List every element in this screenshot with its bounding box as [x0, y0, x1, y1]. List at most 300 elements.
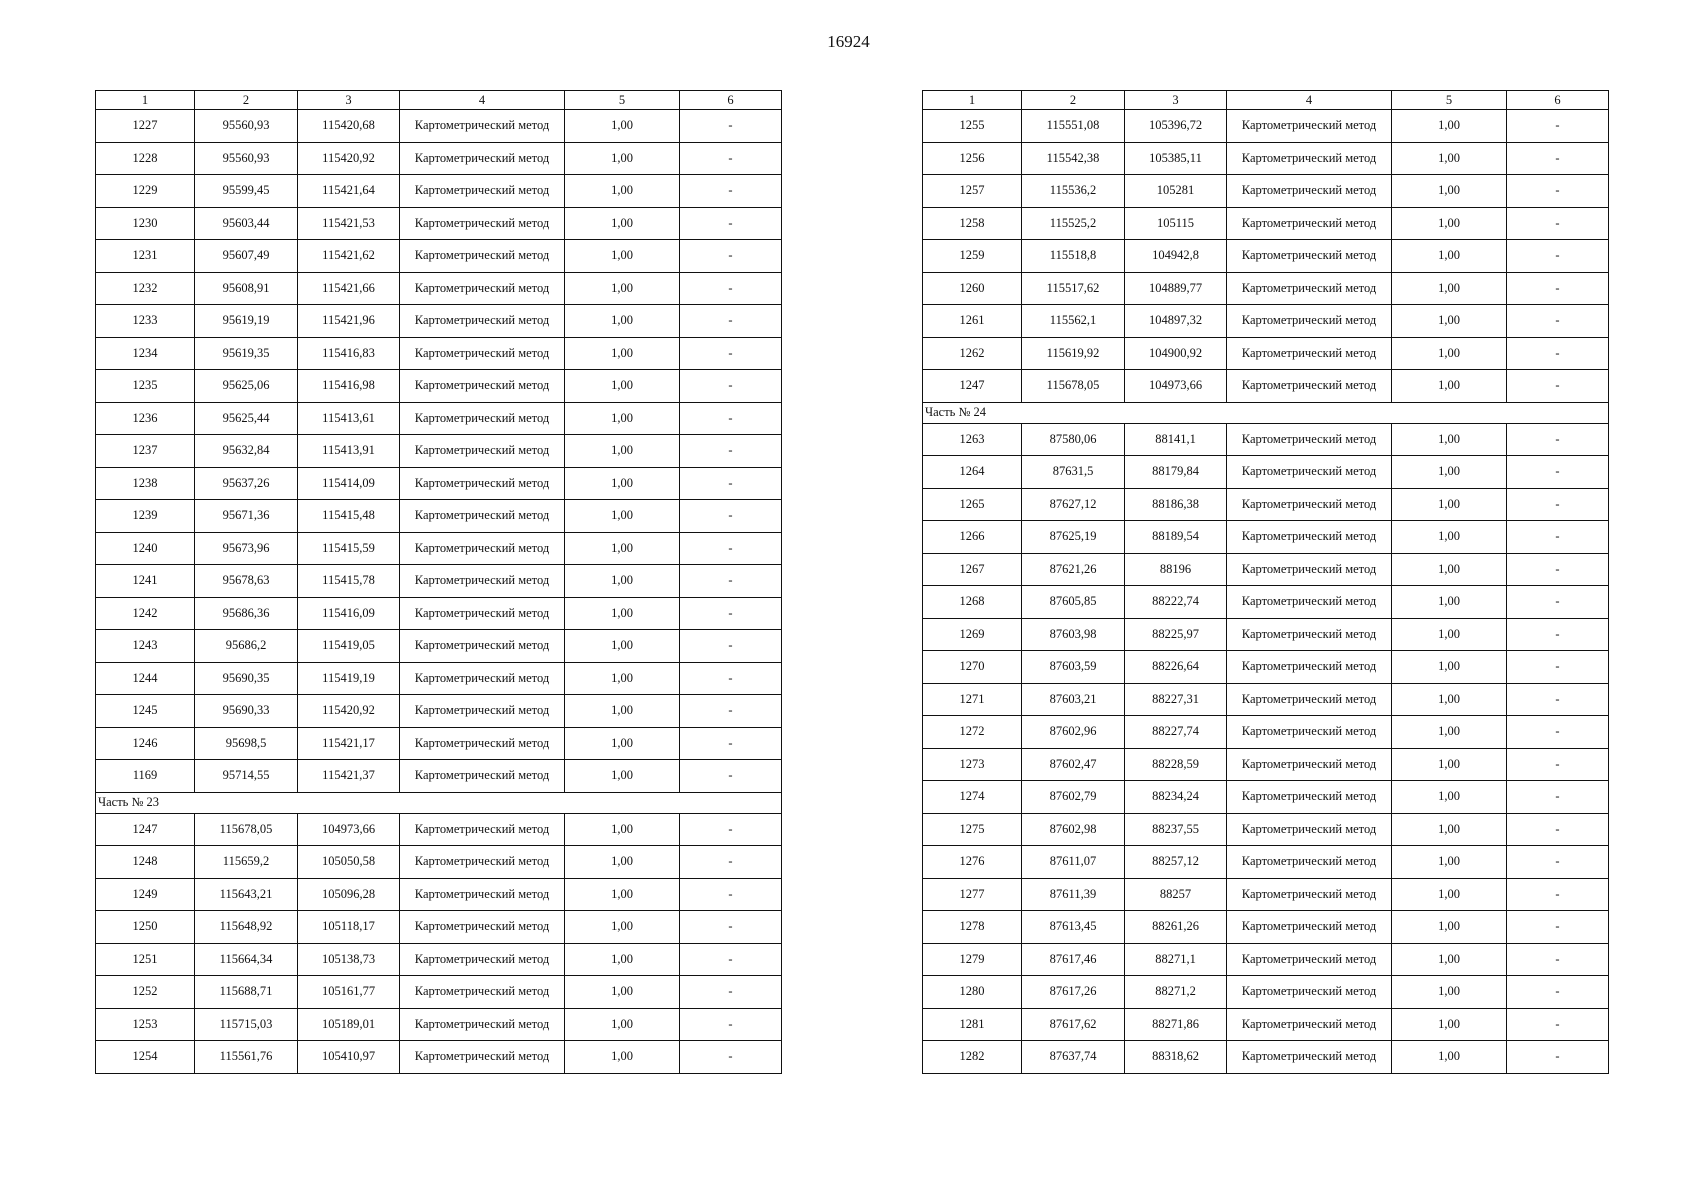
table-cell: -: [680, 727, 782, 760]
table-cell: 1249: [96, 878, 195, 911]
table-cell: Картометрический метод: [400, 272, 565, 305]
table-row: [96, 630, 782, 663]
table-cell: -: [1507, 337, 1609, 370]
table-row: [923, 911, 1609, 944]
table-cell: 1256: [923, 142, 1022, 175]
table-cell: 1,00: [565, 727, 680, 760]
table-cell: 1,00: [1392, 305, 1507, 338]
table-cell: Картометрический метод: [1227, 1041, 1392, 1074]
table-cell: 1,00: [565, 175, 680, 208]
table-row: [923, 110, 1609, 143]
table-cell: Картометрический метод: [1227, 553, 1392, 586]
table-cell: -: [680, 911, 782, 944]
table-row: [923, 651, 1609, 684]
table-cell: Картометрический метод: [1227, 781, 1392, 814]
table-cell: -: [680, 1041, 782, 1074]
table-cell: -: [680, 110, 782, 143]
table-cell: 1238: [96, 467, 195, 500]
table-cell: Картометрический метод: [400, 370, 565, 403]
table-cell: 1,00: [1392, 846, 1507, 879]
table-row: [96, 532, 782, 565]
table-row: [923, 423, 1609, 456]
table-cell: Картометрический метод: [1227, 337, 1392, 370]
table-cell: 95671,36: [195, 500, 298, 533]
table-cell: 88222,74: [1125, 586, 1227, 619]
table-cell: Картометрический метод: [1227, 943, 1392, 976]
table-cell: 95686,36: [195, 597, 298, 630]
table-cell: 95625,06: [195, 370, 298, 403]
table-cell: 1268: [923, 586, 1022, 619]
table-cell: 1277: [923, 878, 1022, 911]
table-cell: 1,00: [1392, 240, 1507, 273]
table-cell: 105161,77: [298, 976, 400, 1009]
table-cell: 1,00: [565, 532, 680, 565]
section-heading: Часть № 24: [923, 402, 1609, 423]
table-row: [96, 597, 782, 630]
table-cell: -: [680, 976, 782, 1009]
table-cell: 115562,1: [1022, 305, 1125, 338]
table-cell: -: [680, 337, 782, 370]
table-cell: Картометрический метод: [400, 240, 565, 273]
table-cell: 1235: [96, 370, 195, 403]
table-cell: 104900,92: [1125, 337, 1227, 370]
table-cell: 115416,83: [298, 337, 400, 370]
table-cell: -: [680, 500, 782, 533]
table-cell: 1,00: [565, 272, 680, 305]
table-cell: 1254: [96, 1041, 195, 1074]
table-cell: -: [680, 175, 782, 208]
table-cell: 1228: [96, 142, 195, 175]
table-cell: 1247: [923, 370, 1022, 403]
table-cell: -: [1507, 488, 1609, 521]
table-cell: Картометрический метод: [400, 943, 565, 976]
table-cell: 88271,86: [1125, 1008, 1227, 1041]
table-cell: 88179,84: [1125, 456, 1227, 489]
table-cell: Картометрический метод: [1227, 423, 1392, 456]
table-cell: 104942,8: [1125, 240, 1227, 273]
table-cell: 115421,17: [298, 727, 400, 760]
table-cell: 104973,66: [298, 813, 400, 846]
table-cell: 1270: [923, 651, 1022, 684]
table-cell: Картометрический метод: [1227, 683, 1392, 716]
table-row: [923, 142, 1609, 175]
table-cell: 1,00: [1392, 781, 1507, 814]
table-row: [923, 846, 1609, 879]
table-cell: Картометрический метод: [400, 630, 565, 663]
table-row: [96, 1008, 782, 1041]
coordinates-table-right: [922, 90, 1609, 1074]
table-cell: -: [1507, 846, 1609, 879]
table-cell: 87625,19: [1022, 521, 1125, 554]
table-cell: 1,00: [1392, 142, 1507, 175]
table-row: [96, 1041, 782, 1074]
table-cell: 1,00: [1392, 748, 1507, 781]
table-cell: 115413,91: [298, 435, 400, 468]
table-cell: 1,00: [1392, 618, 1507, 651]
table-cell: 1,00: [565, 305, 680, 338]
table-cell: 87603,98: [1022, 618, 1125, 651]
table-cell: 88225,97: [1125, 618, 1227, 651]
table-cell: Картометрический метод: [400, 695, 565, 728]
table-cell: 87580,06: [1022, 423, 1125, 456]
table-cell: 88257: [1125, 878, 1227, 911]
table-cell: -: [1507, 748, 1609, 781]
table-cell: 1227: [96, 110, 195, 143]
table-cell: 1,00: [565, 337, 680, 370]
table-cell: Картометрический метод: [1227, 175, 1392, 208]
table-cell: Картометрический метод: [1227, 878, 1392, 911]
table-cell: 115415,59: [298, 532, 400, 565]
table-cell: 115551,08: [1022, 110, 1125, 143]
table-cell: 88141,1: [1125, 423, 1227, 456]
table-row: [96, 272, 782, 305]
table-cell: -: [680, 272, 782, 305]
table-cell: Картометрический метод: [1227, 272, 1392, 305]
table-cell: 1,00: [1392, 370, 1507, 403]
table-cell: 1,00: [565, 943, 680, 976]
table-cell: 1244: [96, 662, 195, 695]
table-row: [96, 846, 782, 879]
table-cell: Картометрический метод: [1227, 976, 1392, 1009]
table-cell: 88318,62: [1125, 1041, 1227, 1074]
table-cell: 87602,47: [1022, 748, 1125, 781]
table-cell: 104889,77: [1125, 272, 1227, 305]
table-cell: 1248: [96, 846, 195, 879]
table-cell: -: [680, 662, 782, 695]
table-cell: 1257: [923, 175, 1022, 208]
table-cell: 1237: [96, 435, 195, 468]
column-header: 3: [298, 91, 400, 110]
table-cell: 115715,03: [195, 1008, 298, 1041]
table-cell: -: [1507, 110, 1609, 143]
table-cell: 1,00: [565, 1008, 680, 1041]
table-cell: 95714,55: [195, 760, 298, 793]
table-cell: 95637,26: [195, 467, 298, 500]
table-cell: 115420,68: [298, 110, 400, 143]
table-cell: 1,00: [565, 207, 680, 240]
table-cell: 1,00: [565, 878, 680, 911]
table-cell: 87603,21: [1022, 683, 1125, 716]
section-heading: Часть № 23: [96, 792, 782, 813]
table-cell: 1,00: [565, 630, 680, 663]
table-cell: 1,00: [1392, 521, 1507, 554]
table-cell: 87602,98: [1022, 813, 1125, 846]
table-cell: 1,00: [1392, 586, 1507, 619]
table-cell: 115421,96: [298, 305, 400, 338]
table-cell: 1282: [923, 1041, 1022, 1074]
table-row: [923, 813, 1609, 846]
table-cell: 1,00: [565, 1041, 680, 1074]
table-cell: Картометрический метод: [400, 878, 565, 911]
table-cell: Картометрический метод: [400, 911, 565, 944]
table-cell: 115419,05: [298, 630, 400, 663]
table-row: [923, 716, 1609, 749]
table-cell: Картометрический метод: [400, 1041, 565, 1074]
table-cell: 95560,93: [195, 142, 298, 175]
table-cell: 1229: [96, 175, 195, 208]
table-cell: Картометрический метод: [400, 305, 565, 338]
table-cell: Картометрический метод: [1227, 488, 1392, 521]
table-cell: 87602,96: [1022, 716, 1125, 749]
table-cell: 115536,2: [1022, 175, 1125, 208]
table-cell: 1231: [96, 240, 195, 273]
table-cell: 105115: [1125, 207, 1227, 240]
table-cell: 115419,19: [298, 662, 400, 695]
table-cell: Картометрический метод: [1227, 456, 1392, 489]
table-row: [96, 402, 782, 435]
table-cell: 1,00: [565, 402, 680, 435]
table-row: [923, 207, 1609, 240]
table-cell: Картометрический метод: [1227, 586, 1392, 619]
table-cell: 115561,76: [195, 1041, 298, 1074]
table-row: [96, 370, 782, 403]
table-cell: -: [1507, 142, 1609, 175]
table-cell: 1,00: [1392, 943, 1507, 976]
table-cell: 1233: [96, 305, 195, 338]
table-cell: Картометрический метод: [400, 565, 565, 598]
table-cell: -: [1507, 370, 1609, 403]
table-cell: -: [680, 532, 782, 565]
table-cell: 1,00: [1392, 1041, 1507, 1074]
table-cell: 115421,66: [298, 272, 400, 305]
table-cell: Картометрический метод: [1227, 911, 1392, 944]
table-cell: 104973,66: [1125, 370, 1227, 403]
table-cell: 1279: [923, 943, 1022, 976]
table-cell: 1,00: [565, 695, 680, 728]
table-cell: -: [1507, 586, 1609, 619]
column-header: 1: [923, 91, 1022, 110]
table-row: [96, 110, 782, 143]
table-cell: -: [1507, 521, 1609, 554]
table-cell: 1236: [96, 402, 195, 435]
table-cell: -: [680, 1008, 782, 1041]
table-cell: 87617,26: [1022, 976, 1125, 1009]
table-cell: Картометрический метод: [400, 402, 565, 435]
table-cell: -: [1507, 456, 1609, 489]
table-cell: 115415,78: [298, 565, 400, 598]
column-header: 1: [96, 91, 195, 110]
table-cell: Картометрический метод: [1227, 618, 1392, 651]
table-row: [96, 467, 782, 500]
table-cell: 1,00: [565, 240, 680, 273]
table-cell: 1,00: [1392, 456, 1507, 489]
table-cell: -: [1507, 781, 1609, 814]
table-cell: Картометрический метод: [1227, 207, 1392, 240]
table-cell: -: [680, 467, 782, 500]
table-cell: Картометрический метод: [1227, 846, 1392, 879]
table-row: [923, 586, 1609, 619]
table-row: [923, 370, 1609, 403]
table-cell: 115413,61: [298, 402, 400, 435]
table-cell: 115421,64: [298, 175, 400, 208]
table-cell: 115688,71: [195, 976, 298, 1009]
table-cell: Картометрический метод: [400, 1008, 565, 1041]
table-cell: 1,00: [565, 110, 680, 143]
table-row: [96, 565, 782, 598]
table-cell: 1281: [923, 1008, 1022, 1041]
table-row: [923, 618, 1609, 651]
table-cell: 115518,8: [1022, 240, 1125, 273]
table-cell: 1,00: [565, 500, 680, 533]
table-cell: 1264: [923, 456, 1022, 489]
table-cell: Картометрический метод: [1227, 1008, 1392, 1041]
table-cell: 1272: [923, 716, 1022, 749]
table-cell: 1,00: [1392, 683, 1507, 716]
table-cell: 1271: [923, 683, 1022, 716]
table-row: [96, 727, 782, 760]
table-cell: 1,00: [1392, 911, 1507, 944]
table-cell: 1274: [923, 781, 1022, 814]
table-cell: 95603,44: [195, 207, 298, 240]
table-cell: 87621,26: [1022, 553, 1125, 586]
table-row: [96, 878, 782, 911]
table-cell: 1263: [923, 423, 1022, 456]
column-header: 5: [1392, 91, 1507, 110]
table-cell: Картометрический метод: [1227, 240, 1392, 273]
table-cell: -: [680, 597, 782, 630]
table-cell: 1267: [923, 553, 1022, 586]
table-cell: Картометрический метод: [1227, 370, 1392, 403]
table-cell: 105189,01: [298, 1008, 400, 1041]
table-cell: 1,00: [1392, 651, 1507, 684]
table-cell: 1,00: [1392, 553, 1507, 586]
table-row: [923, 878, 1609, 911]
table-cell: -: [680, 878, 782, 911]
table-cell: 95690,33: [195, 695, 298, 728]
table-cell: 1,00: [1392, 423, 1507, 456]
table-cell: 1255: [923, 110, 1022, 143]
table-cell: 87617,62: [1022, 1008, 1125, 1041]
table-cell: -: [1507, 1008, 1609, 1041]
table-cell: 95619,19: [195, 305, 298, 338]
table-cell: 1258: [923, 207, 1022, 240]
table-cell: 1,00: [1392, 813, 1507, 846]
table-cell: 87627,12: [1022, 488, 1125, 521]
table-cell: 115421,37: [298, 760, 400, 793]
table-cell: 88186,38: [1125, 488, 1227, 521]
table-cell: Картометрический метод: [1227, 305, 1392, 338]
table-cell: 1250: [96, 911, 195, 944]
table-cell: -: [680, 240, 782, 273]
table-cell: Картометрический метод: [400, 813, 565, 846]
table-cell: 115659,2: [195, 846, 298, 879]
column-header: 6: [1507, 91, 1609, 110]
table-cell: 115420,92: [298, 142, 400, 175]
column-header: 5: [565, 91, 680, 110]
table-cell: 1243: [96, 630, 195, 663]
table-cell: 95625,44: [195, 402, 298, 435]
table-cell: Картометрический метод: [400, 142, 565, 175]
table-cell: -: [680, 402, 782, 435]
table-cell: 105050,58: [298, 846, 400, 879]
table-cell: -: [1507, 651, 1609, 684]
table-cell: 1273: [923, 748, 1022, 781]
table-cell: -: [680, 813, 782, 846]
table-cell: 95599,45: [195, 175, 298, 208]
table-cell: 1,00: [1392, 976, 1507, 1009]
table-cell: 95686,2: [195, 630, 298, 663]
table-cell: 104897,32: [1125, 305, 1227, 338]
table-cell: 1,00: [1392, 878, 1507, 911]
table-row: [96, 175, 782, 208]
table-cell: 115517,62: [1022, 272, 1125, 305]
table-cell: 105396,72: [1125, 110, 1227, 143]
table-row: [923, 1041, 1609, 1074]
table-cell: -: [1507, 911, 1609, 944]
table-header-row: [923, 91, 1609, 110]
table-cell: Картометрический метод: [400, 467, 565, 500]
table-cell: 1,00: [1392, 716, 1507, 749]
table-cell: 1169: [96, 760, 195, 793]
table-cell: Картометрический метод: [1227, 521, 1392, 554]
table-row: [96, 662, 782, 695]
table-cell: 105281: [1125, 175, 1227, 208]
table-cell: Картометрический метод: [400, 597, 565, 630]
table-cell: 95608,91: [195, 272, 298, 305]
table-cell: 95632,84: [195, 435, 298, 468]
table-cell: -: [1507, 207, 1609, 240]
table-cell: 1230: [96, 207, 195, 240]
table-cell: -: [680, 370, 782, 403]
table-cell: 1,00: [565, 976, 680, 1009]
table-cell: 105118,17: [298, 911, 400, 944]
table-cell: -: [1507, 943, 1609, 976]
table-cell: 1269: [923, 618, 1022, 651]
table-cell: Картометрический метод: [400, 727, 565, 760]
table-row: [96, 240, 782, 273]
table-cell: 115420,92: [298, 695, 400, 728]
table-cell: 87605,85: [1022, 586, 1125, 619]
table-cell: Картометрический метод: [400, 110, 565, 143]
table-cell: 105096,28: [298, 878, 400, 911]
table-cell: 115643,21: [195, 878, 298, 911]
table-cell: 95698,5: [195, 727, 298, 760]
table-cell: Картометрический метод: [400, 337, 565, 370]
table-cell: 115525,2: [1022, 207, 1125, 240]
table-row: [923, 240, 1609, 273]
table-cell: 1280: [923, 976, 1022, 1009]
table-cell: 87637,74: [1022, 1041, 1125, 1074]
table-cell: 115664,34: [195, 943, 298, 976]
table-cell: 88234,24: [1125, 781, 1227, 814]
table-cell: 1232: [96, 272, 195, 305]
column-header: 2: [195, 91, 298, 110]
table-cell: Картометрический метод: [1227, 110, 1392, 143]
table-cell: 115414,09: [298, 467, 400, 500]
table-row: [96, 500, 782, 533]
table-cell: Картометрический метод: [400, 435, 565, 468]
table-cell: -: [1507, 976, 1609, 1009]
table-cell: 1,00: [565, 760, 680, 793]
table-cell: 1,00: [565, 370, 680, 403]
table-cell: 87602,79: [1022, 781, 1125, 814]
table-cell: 115421,53: [298, 207, 400, 240]
table-cell: 1,00: [565, 846, 680, 879]
table-cell: Картометрический метод: [400, 175, 565, 208]
table-cell: -: [1507, 305, 1609, 338]
table-cell: 1,00: [565, 467, 680, 500]
table-cell: Картометрический метод: [1227, 651, 1392, 684]
table-cell: -: [680, 435, 782, 468]
table-cell: Картометрический метод: [400, 760, 565, 793]
table-row: [923, 175, 1609, 208]
table-cell: 88271,1: [1125, 943, 1227, 976]
table-row: [96, 911, 782, 944]
table-cell: 95619,35: [195, 337, 298, 370]
table-cell: 1246: [96, 727, 195, 760]
table-cell: 115678,05: [1022, 370, 1125, 403]
table-cell: 1260: [923, 272, 1022, 305]
